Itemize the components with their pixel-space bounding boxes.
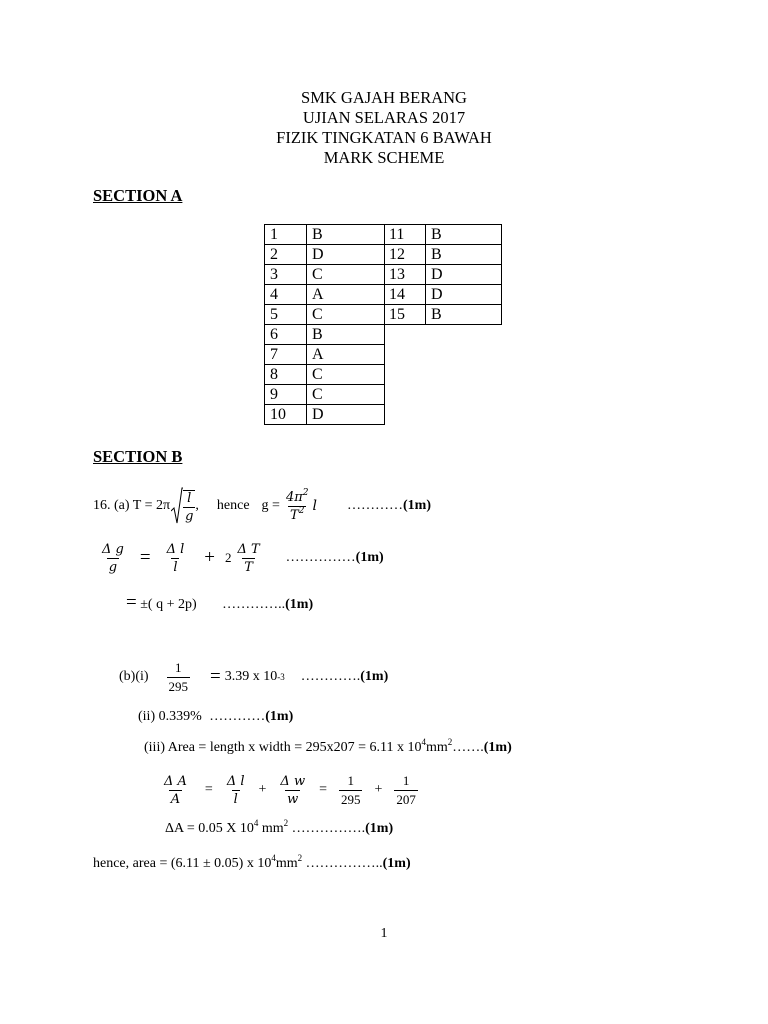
frac-1-295 [167,660,191,695]
answer-row [384,285,502,305]
question-number: 1 [265,225,307,245]
frac-1-295-den: 295 [168,678,189,694]
answer-letter: D [307,245,385,265]
answer-letter: D [426,265,502,285]
answer-letter: C [307,305,385,325]
question-number: 15 [384,305,426,325]
answer-row [384,305,502,325]
answer-row [265,245,385,265]
answer-row [384,225,502,245]
frac-dl-l [165,542,187,575]
frac-1-207 [394,773,418,808]
error-sum-expr: ±( q + 2p) [140,597,197,612]
sqrt-fraction [183,490,195,524]
question-number: 11 [384,225,426,245]
answer-letter: C [307,265,385,285]
subject-name: FIZIK TINGKATAN 6 BAWAH [276,128,492,147]
hence-area-mark: (1m) [382,856,411,871]
delta-a-unit-exp: 2 [283,818,289,828]
question-number: 7 [265,345,307,365]
relative-error-line [100,538,384,578]
q16b-iii-unit-exp: 2 [447,737,453,747]
frac-dt-t [235,542,261,575]
frac-dg-g [100,542,126,575]
answer-letter: B [426,225,502,245]
question-number: 10 [265,405,307,425]
coefficient: 2 [224,550,232,565]
q16a-mark: (1m) [403,498,431,513]
page-number: 1 [380,926,388,941]
q16b-ii-mark: (1m) [265,709,294,724]
q16a-hence: hence [216,498,250,513]
q16b-iii-dots: ……. [452,740,484,755]
q16b-i-label: (b)(i) [119,669,149,684]
sqrt-symbol [171,487,183,525]
question-number: 3 [265,265,307,285]
q16a-dots: ………… [347,498,403,513]
q16b-iii-unit: mm [425,740,448,755]
delta-a-text: ΔA = 0.05 X 10 [165,821,254,836]
question-number: 9 [265,385,307,405]
frac-da-den: A [170,791,181,807]
frac-dl-den: l [173,559,178,575]
answer-letter: B [307,325,385,345]
question-number: 6 [265,325,307,345]
frac-dt-den: T [244,559,253,575]
equals-sign-5: = [319,782,327,797]
line2-dots: …………… [285,550,356,565]
answer-row [265,285,385,305]
q16b-ii-dots: ………… [209,709,266,724]
q16b-iii-line [144,737,512,756]
document-type: MARK SCHEME [323,148,445,167]
plus-sign: + [204,547,215,568]
section-b-title: SECTION B [93,447,183,466]
answer-row [265,385,385,405]
delta-a-dots: ……………. [288,821,366,836]
frac-dg-num: Δ g [102,541,124,557]
equals-sign-4: = [204,782,213,797]
exam-name: UJIAN SELARAS 2017 [302,108,466,127]
frac-1-295-num: 1 [175,659,182,675]
question-number: 8 [265,365,307,385]
sqrt-num: l [187,490,192,506]
frac-da-num: Δ A [164,773,187,789]
answer-letter: D [426,285,502,305]
g-num: 4π [285,489,303,505]
frac-dt-num: Δ T [237,541,260,557]
delta-a-mark: (1m) [365,821,394,836]
question-number: 5 [265,305,307,325]
frac-dw-num: Δ w [280,773,306,789]
q16b-iii-exp: 4 [421,737,426,747]
frac-dg-den: g [108,559,118,575]
line2-mark: (1m) [355,550,384,565]
error-sum-line [126,592,313,614]
hence-area-dots: …………….. [302,856,383,871]
answer-row [265,325,385,345]
answer-row [265,265,385,285]
q16b-iii-text: (iii) Area = length x width = 295x207 = 6.11 x 10 [144,740,422,755]
line3-dots: ………….. [222,597,286,612]
answer-row [265,305,385,325]
question-number: 14 [384,285,426,305]
frac-1-207-num: 1 [402,772,410,788]
plus-sign-2: + [258,782,267,797]
school-name: SMK GAJAH BERANG [301,88,467,107]
frac-dw-den: w [287,791,299,807]
frac-1-295b-den: 295 [340,791,361,807]
g-den: T [290,507,299,523]
answer-letter: A [307,285,385,305]
question-number: 12 [384,245,426,265]
q16b-i-mark: (1m) [360,669,389,684]
question-number: 4 [265,285,307,305]
equals-sign-2: = [126,592,137,613]
answer-table-right [384,224,502,325]
answer-letter: C [307,365,385,385]
line3-mark: (1m) [285,597,314,612]
hence-area-unit-exp: 2 [297,853,303,863]
hence-area-exp: 4 [271,853,276,863]
frac-dl-num: Δ l [166,541,185,557]
frac-dl-l-2 [225,774,247,807]
q16a-prefix: 16. (a) T = 2π [93,498,171,513]
q16b-i-line: (b)(i) $\frac{1}{295}$ = 3.39 x 10 -3 …………. (1m) [119,659,389,694]
equals-sign-3: = [210,666,221,687]
frac-da-a [162,774,189,807]
answer-letter: C [307,385,385,405]
frac-1-295-b [339,773,363,808]
q16b-ii-text: (ii) 0.339% [138,709,202,724]
section-a-title: SECTION A [93,186,183,205]
sqrt-den: g [185,508,194,524]
g-fraction [284,487,311,523]
hence-area-line [93,853,411,872]
question-number: 2 [265,245,307,265]
answer-table-left [264,224,385,425]
answer-row [265,365,385,385]
equals-sign: = [139,547,151,568]
plus-sign-3: + [374,782,383,797]
frac-1-207-den: 207 [396,791,416,807]
frac-dl2-num: Δ l [226,773,245,789]
answer-row [384,245,502,265]
answer-letter: D [307,405,385,425]
frac-1-295b-num: 1 [347,772,354,788]
answer-row [384,265,502,285]
document-header [0,88,768,168]
delta-a-exp: 4 [253,818,259,828]
g-den-sup: 2 [298,505,305,516]
q16a-comma: , [195,498,199,513]
frac-dl2-den: l [233,791,238,807]
delta-a-line [165,818,394,837]
answer-row [265,345,385,365]
answer-letter: B [307,225,385,245]
q16a-g-lhs: g = [261,498,280,513]
answer-row [265,225,385,245]
hence-area-text: hence, area = (6.11 ± 0.05) x 10 [93,856,272,871]
question-number: 13 [384,265,426,285]
q16a-line [93,486,431,526]
answer-letter: B [426,245,502,265]
area-error-line [162,770,418,810]
answer-row [265,405,385,425]
answer-letter: A [307,345,385,365]
hence-area-unit: mm [275,856,298,871]
q16b-i-value: 3.39 x 10 [224,669,278,684]
frac-dw-w [278,774,307,807]
answer-letter: B [426,305,502,325]
q16b-iii-mark: (1m) [483,740,512,755]
delta-a-unit: mm [258,821,284,836]
q16b-i-dots: …………. [300,669,361,684]
q16b-ii-line [138,709,293,725]
g-tail: l [312,498,317,514]
g-num-sup: 2 [302,487,309,498]
